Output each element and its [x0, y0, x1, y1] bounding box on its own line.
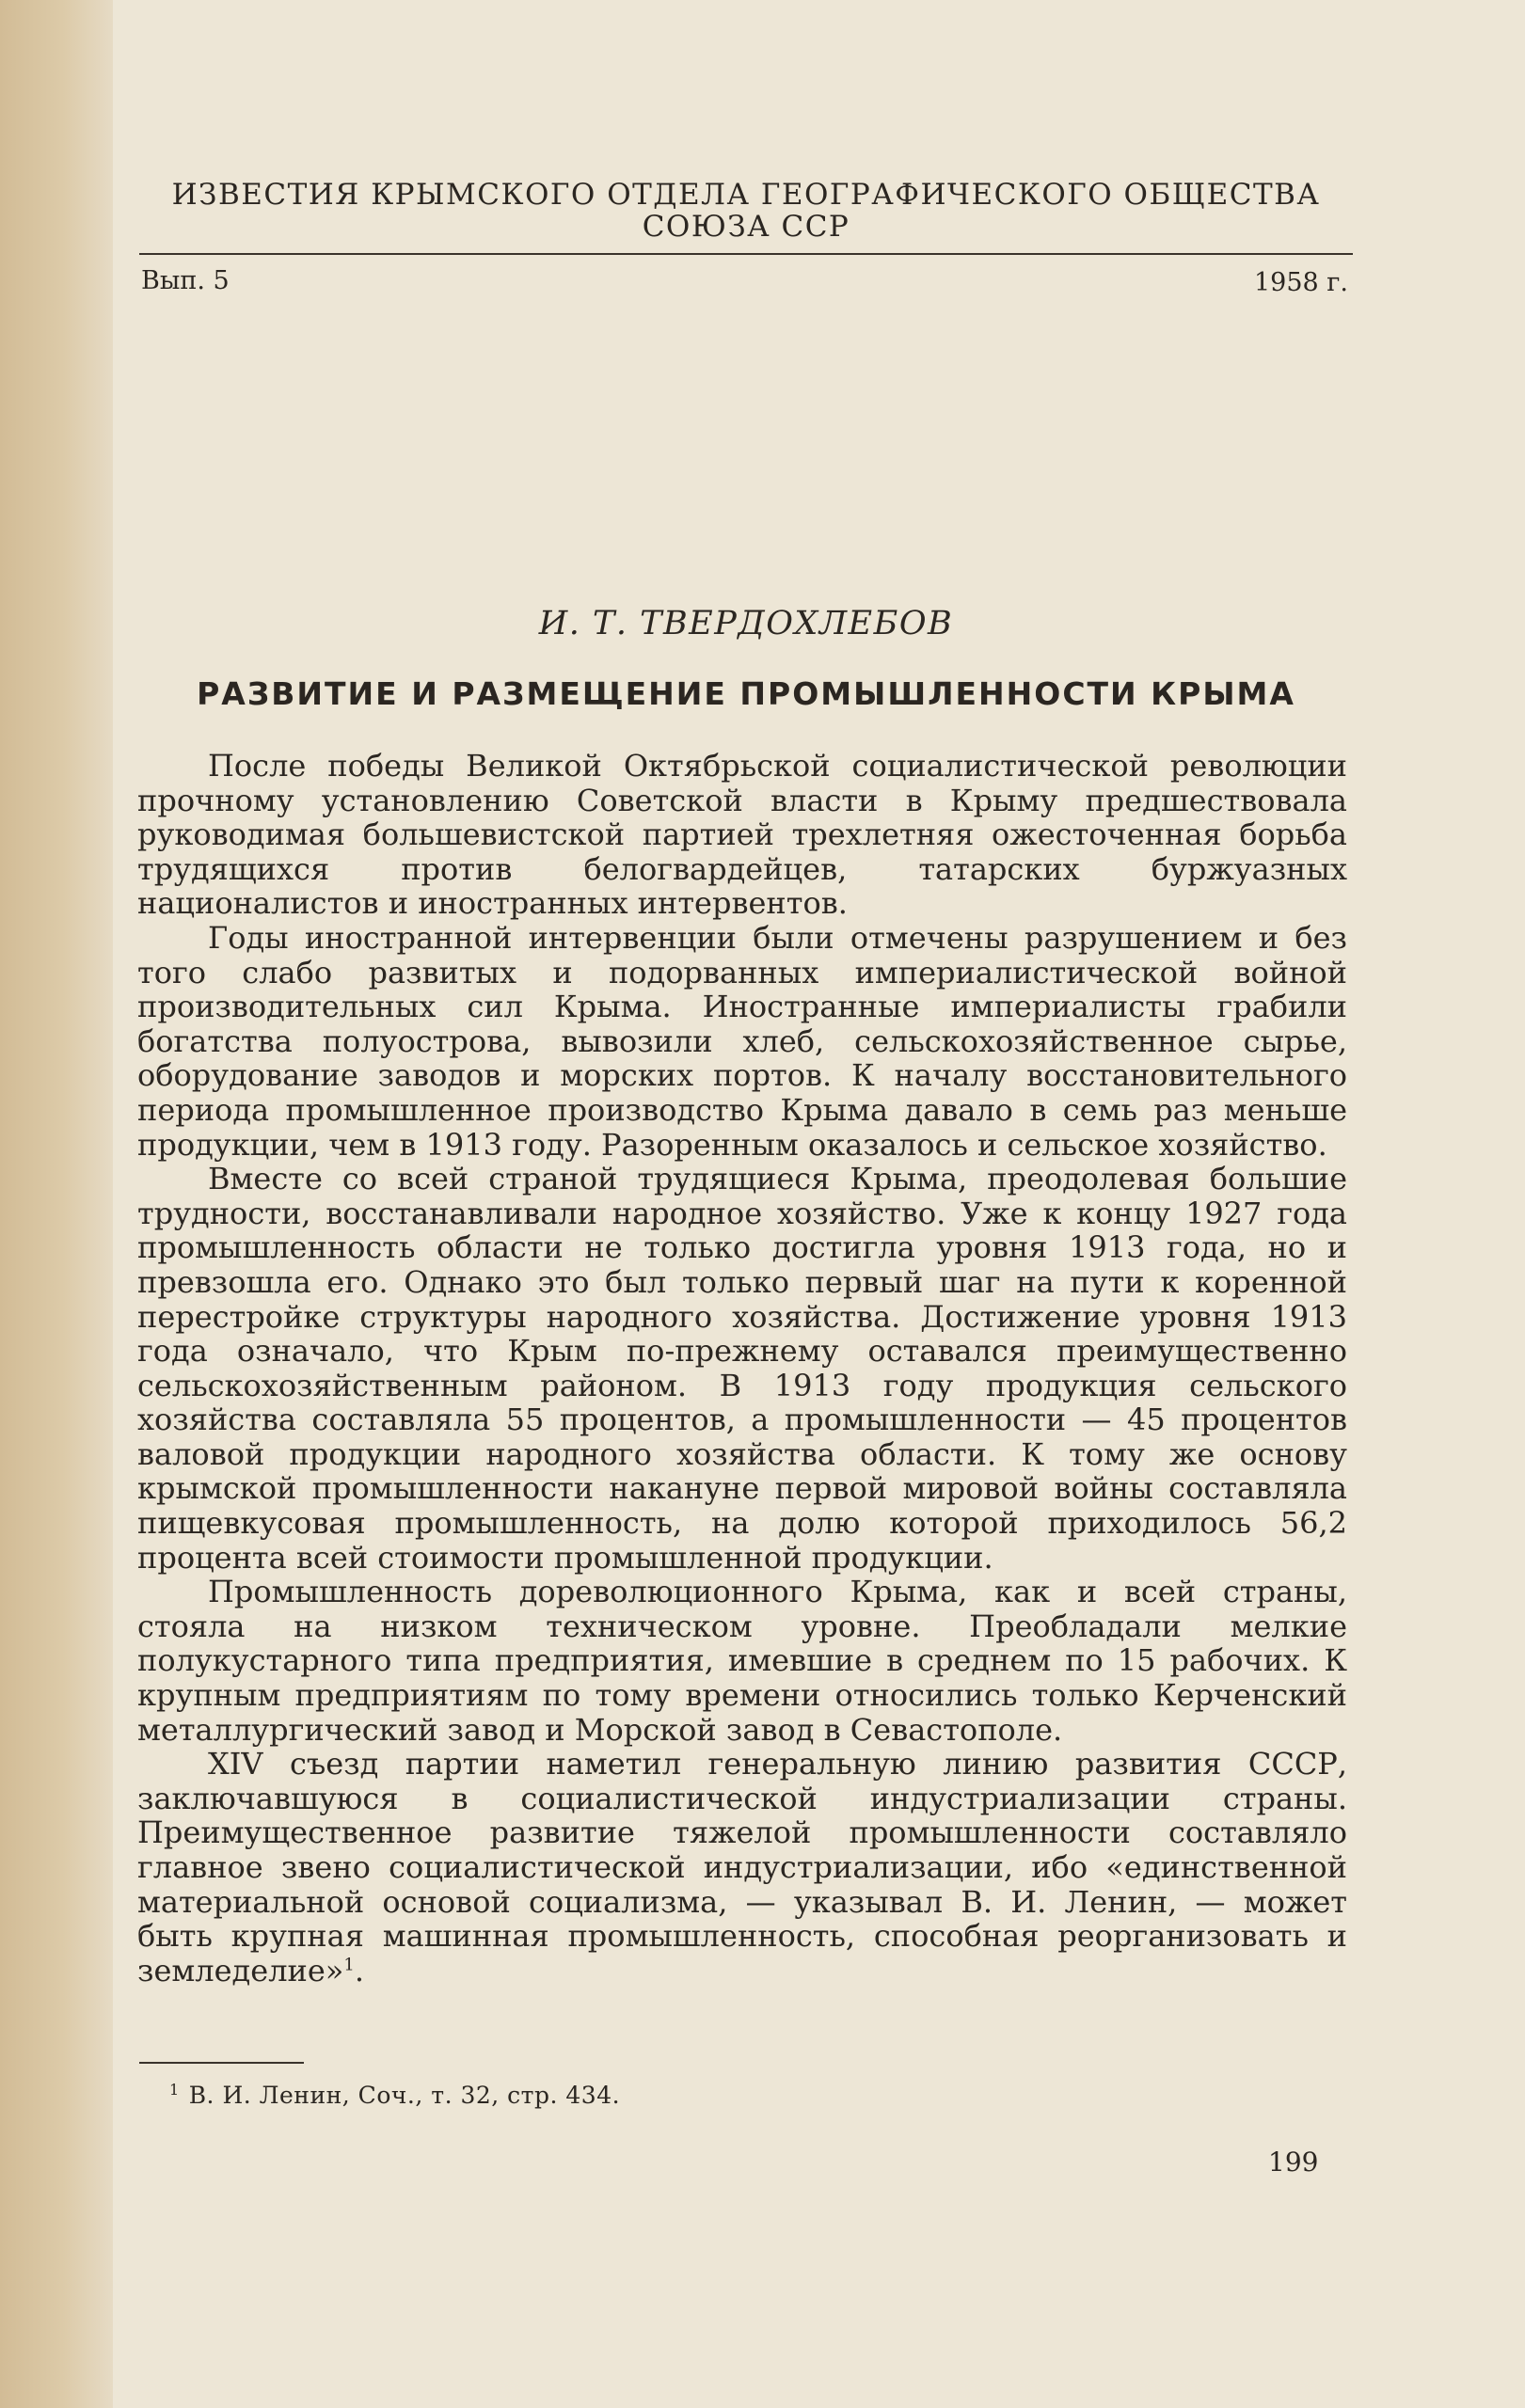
- publication-year: 1958 г.: [1253, 268, 1348, 297]
- footnote-text: В. И. Ленин, Соч., т. 32, стр. 434.: [188, 2082, 621, 2109]
- journal-title-line-2: СОЮЗА ССР: [642, 210, 850, 244]
- article-author: И. Т. ТВЕРДОХЛЕБОВ: [538, 605, 954, 642]
- page-number: 199: [1268, 2147, 1319, 2178]
- issue-number: Вып. 5: [141, 266, 230, 295]
- journal-title-line-1: ИЗВЕСТИЯ КРЫМСКОГО ОТДЕЛА ГЕОГРАФИЧЕСКОГО ОБЩЕСТВА: [171, 178, 1321, 212]
- paragraph-2: Годы иностранной интервенции были отмечены разрушением и без того слабо развитых и подорванных империалистической войной производительных сил Крыма. Иностранные империалисты грабили богатства полуострова, вывозили хлеб, сельскохозяйственное сырье, оборудование заводов и морских портов. К началу восстановительного периода промышленное производство Крыма давало в семь раз меньше продукции, чем в 1913 году. Разоренным оказалось и сельское хозяйство.: [137, 919, 1347, 1163]
- journal-header: [141, 179, 1351, 243]
- header-rule: [139, 253, 1353, 255]
- paragraph-5-text: XIV съезд партии наметил генеральную линию развития СССР, заключавшуюся в социалистической индустриализации страны. Преимущественное развитие тяжелой промышленности составляло главное звено социалистической индустриализации, ибо «единственной материальной основой социализма, — указывал В. И. Ленин, — может быть крупная машинная промышленность, способная реорганизовать и земледелие»: [137, 1746, 1347, 1988]
- footnote: [169, 2082, 620, 2109]
- paragraph-3: Вместе со всей страной трудящиеся Крыма, преодолевая большие трудности, восстанавливали народное хозяйство. Уже к концу 1927 года промышленность области не только достигла уровня 1913 года, но и превзошла его. Однако это был только первый шаг на пути к коренной перестройке структуры народного хозяйства. Достижение уровня 1913 года означало, что Крым по-прежнему оставался преимущественно сельскохозяйственным районом. В 1913 году продукция сельского хозяйства составляла 55 процентов, а промышленности — 45 процентов валовой продукции народного хозяйства области. К тому же основу крымской промышленности накануне первой мировой войны составляла пищевкусовая промышленность, на долю которой приходилось 56,2 процента всей стоимости промышленной продукции.: [137, 1161, 1347, 1576]
- paragraph-4: Промышленность дореволюционного Крыма, как и всей страны, стояла на низком техническом уровне. Преобладали мелкие полукустарного типа предприятия, имевшие в среднем по 15 рабочих. К крупным предприятиям по тому времени относились только Керченский металлургический завод и Морской завод в Севастополе.: [137, 1574, 1347, 1748]
- article-title: РАЗВИТИЕ И РАЗМЕЩЕНИЕ ПРОМЫШЛЕННОСТИ КРЫМА: [197, 675, 1295, 712]
- footnote-rule: [139, 2062, 304, 2064]
- paragraph-1: После победы Великой Октябрьской социалистической революции прочному установлению Советской власти в Крыму предшествовала руководимая большевистской партией трехлетняя ожесточенная борьба трудящихся против белогвардейцев, татарских буржуазных националистов и иностранных интервентов.: [137, 748, 1347, 922]
- footnote-reference: 1: [343, 1955, 355, 1975]
- article-body: [137, 749, 1347, 1988]
- paragraph-5: XIV съезд партии наметил генеральную линию развития СССР, заключавшуюся в социалистической индустриализации страны. Преимущественное развитие тяжелой промышленности составляло главное звено социалистической индустриализации, ибо «единственной материальной основой социализма, — указывал В. И. Ленин, — может быть крупная машинная промышленность, способная реорганизовать и земледелие»$^1$.: [137, 1746, 1347, 1988]
- book-binding-edge: [0, 0, 113, 2408]
- footnote-marker: 1: [169, 2080, 180, 2099]
